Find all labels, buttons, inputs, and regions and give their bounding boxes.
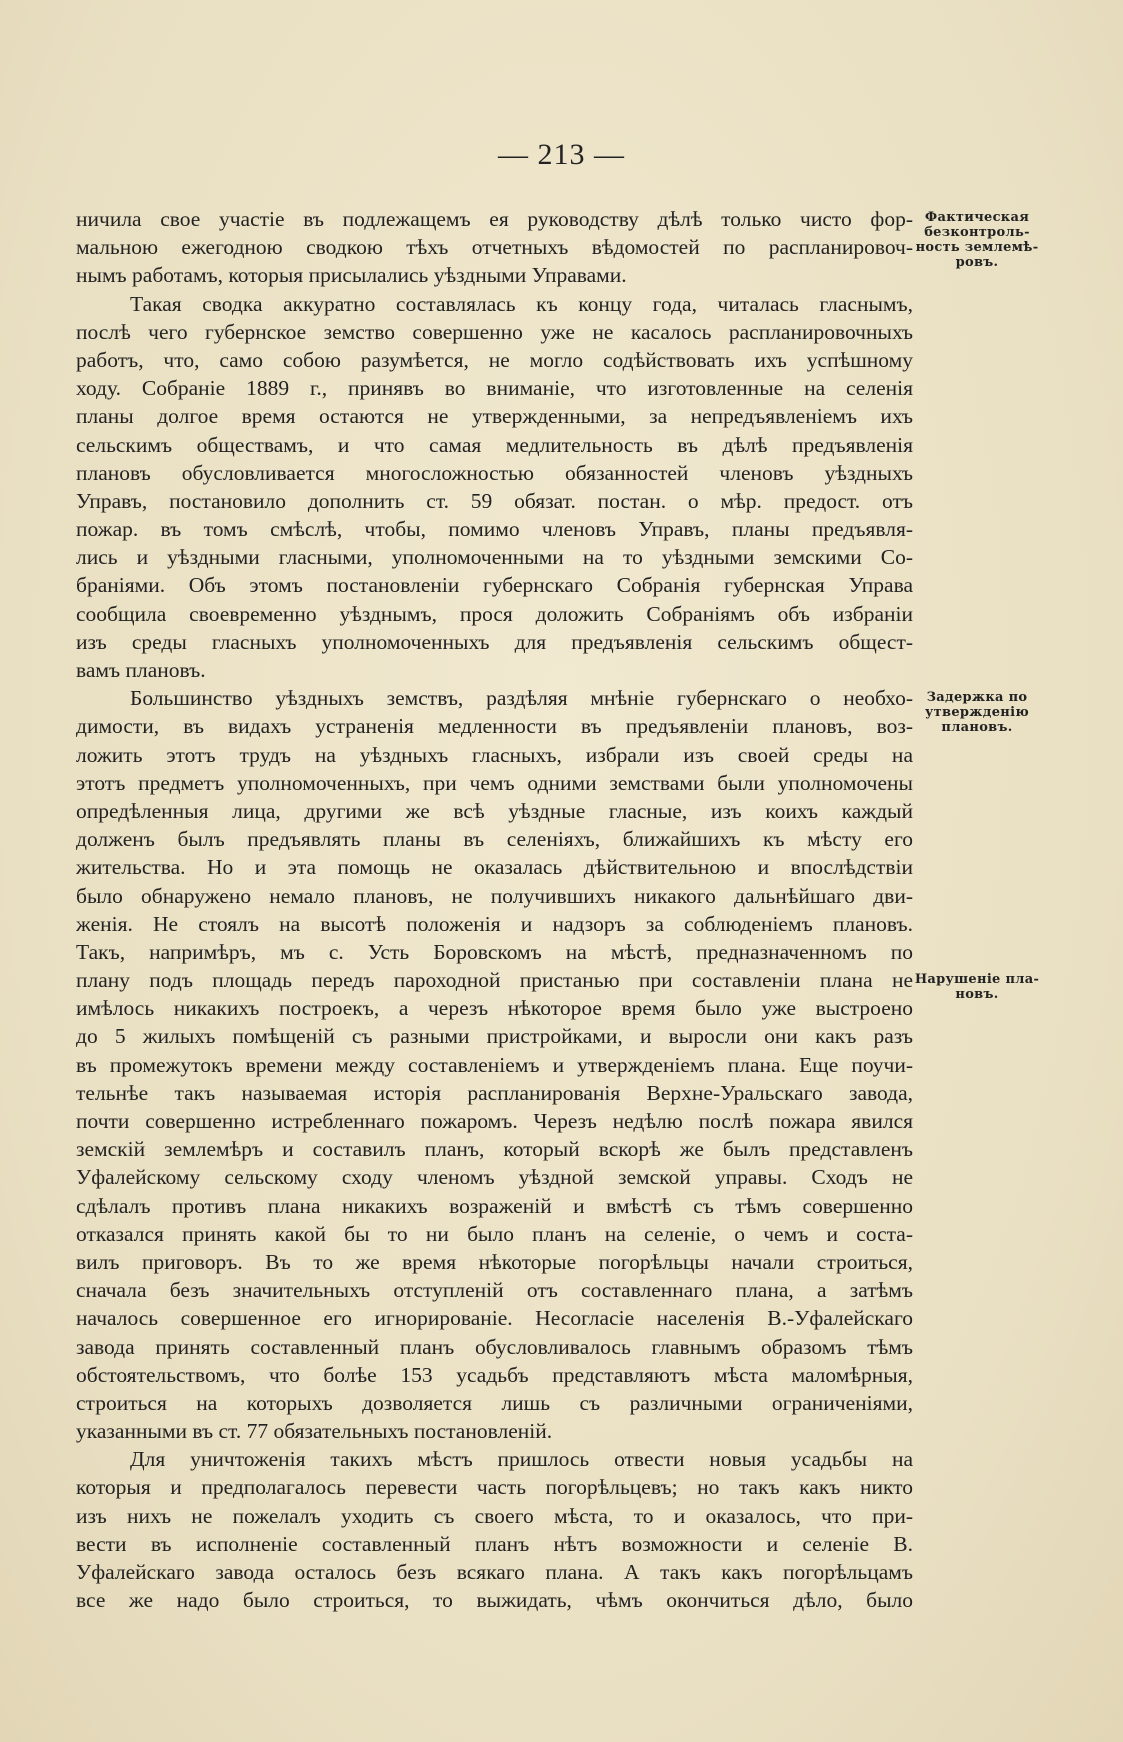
text-line: которыя и предполагалось перевести часть погорѣльцевъ; но такъ какъ никто xyxy=(76,1475,913,1500)
text-line: пожар. въ томъ смѣслѣ, чтобы, помимо членовъ Управъ, планы предъявля- xyxy=(76,517,913,542)
text-line: планы долгое время остаются не утвержденными, за непредъявленiемъ ихъ xyxy=(76,404,913,429)
text-line: Уфалейскому сельскому сходу членомъ уѣздной земской управы. Сходъ не xyxy=(76,1165,913,1190)
text-line: Уфалейскаго завода осталось безъ всякаго плана. А такъ какъ погорѣльцамъ xyxy=(76,1560,913,1584)
text-line: бранiями. Объ этомъ постановленiи губернскаго Собранiя губернская Управа xyxy=(76,573,913,598)
body-text xyxy=(76,205,913,1614)
text-line: жительства. Но и эта помощь не оказалась дѣйствительною и впослѣдствiи xyxy=(76,855,913,880)
text-line: ходу. Собранiе 1889 г., принявъ во вниманiе, что изготовленные на селенiя xyxy=(76,376,913,401)
text-line: ложить этотъ трудъ на уѣздныхъ гласныхъ, избрали изъ своей среды на xyxy=(76,742,913,767)
text-line: плановъ обусловливается многосложностью обязанностей членовъ уѣздныхъ xyxy=(76,460,913,485)
margin-note-line: безконтроль- xyxy=(924,225,1030,240)
text-line: отказался принять какой бы то ни было планъ на селенiе, о чемъ и соста- xyxy=(76,1221,913,1246)
text-line: сначала безъ значительныхъ отступленiй отъ составленнаго плана, а затѣмъ xyxy=(76,1278,913,1303)
margin-note-plan-violation xyxy=(912,972,1042,1002)
text-line: изъ среды гласныхъ уполномоченныхъ для предъявленiя сельскимъ общест- xyxy=(76,629,913,654)
text-line: женiя. Не стоялъ на высотѣ положенiя и надзоръ за соблюденiемъ плановъ. xyxy=(76,911,913,936)
text-line: было обнаружено немало плановъ, не получившихъ никакого дальнѣйшаго дви- xyxy=(76,883,913,908)
text-line: лись и уѣздными гласными, уполномоченными на то уѣздными земскими Со- xyxy=(76,545,913,570)
text-line: этотъ предметъ уполномоченныхъ, при чемъ одними земствами были уполномочены xyxy=(76,770,913,795)
margin-note-line: плановъ. xyxy=(941,720,1013,735)
text-line: завода принять составленный планъ обусловливалось главнымъ образомъ тѣмъ xyxy=(76,1334,913,1359)
text-line: все же надо было строиться, то выжидать, чѣмъ окончиться дѣло, было xyxy=(76,1588,913,1613)
margin-note-uncontrolled-surveyors xyxy=(912,210,1042,270)
text-line: строиться на которыхъ дозволяется лишь съ различными ограниченiями, xyxy=(76,1390,913,1415)
text-line: сообщила своевременно уѣзднымъ, прося доложить Собранiямъ объ избранiи xyxy=(76,601,913,626)
text-line: Управъ, постановило дополнить ст. 59 обязат. постан. о мѣр. предост. отъ xyxy=(76,488,913,513)
text-line: изъ нихъ не пожелалъ уходить съ своего мѣста, то и оказалось, что при- xyxy=(76,1503,913,1528)
text-line: сдѣлалъ противъ плана никакихъ возраженiй и вмѣстѣ съ тѣмъ совершенно xyxy=(76,1193,913,1218)
margin-note-line: ность землемѣ- xyxy=(915,240,1039,255)
margin-note-line: Фактическая xyxy=(924,210,1030,225)
margin-note-line: утвержденiю xyxy=(925,705,1029,720)
text-line: имѣлось никакихъ построекъ, а черезъ нѣкоторое время было уже выстроено xyxy=(76,996,913,1021)
text-line: ничила свое участiе въ подлежащемъ ея руководству дѣлѣ только чисто фор- xyxy=(76,207,913,231)
text-line: вамъ плановъ. xyxy=(76,658,206,682)
text-line: вести въ исполненiе составленный планъ нѣтъ возможности и селенiе В. xyxy=(76,1531,913,1556)
text-line: послѣ чего губернское земство совершенно уже не касалось распланировочныхъ xyxy=(76,319,913,344)
text-line: долженъ былъ предъявлять планы въ селенiяхъ, ближайшихъ къ мѣсту его xyxy=(76,827,913,852)
text-line: работъ, что, само собою разумѣется, не могло содѣйствовать ихъ успѣшному xyxy=(76,347,913,372)
text-line: Для уничтоженiя такихъ мѣстъ пришлось отвести новыя усадьбы на xyxy=(130,1447,913,1472)
text-line: вилъ приговоръ. Въ то же время нѣкоторые погорѣльцы начали строиться, xyxy=(76,1249,913,1274)
text-line: мальною ежегодною сводкою тѣхъ отчетныхъ вѣдомостей по распланировоч- xyxy=(76,235,913,260)
margin-note-line: ровъ. xyxy=(955,255,999,270)
text-line: сельскимъ обществамъ, и что самая медлительность въ дѣлѣ предъявленiя xyxy=(76,432,913,457)
text-line: началось совершенное его игнорированiе. Несогласiе населенiя В.-Уфалейскаго xyxy=(76,1306,913,1331)
margin-note-line: Нарушенiе пла- xyxy=(914,972,1040,987)
text-line: Такъ, напримѣръ, мъ с. Усть Боровскомъ на мѣстѣ, предназначенномъ по xyxy=(76,939,913,964)
text-line: указанными въ ст. 77 обязательныхъ постановленiй. xyxy=(76,1419,553,1444)
text-line: земскiй землемѣръ и составилъ планъ, который вскорѣ же былъ представленъ xyxy=(76,1137,913,1162)
text-line: нымъ работамъ, которыя присылались уѣздными Управами. xyxy=(76,263,627,288)
margin-note-line: Задержка по xyxy=(926,690,1028,705)
text-line: до 5 жилыхъ помѣщенiй съ разными пристройками, и выросли они какъ разъ xyxy=(76,1024,913,1049)
text-line: въ промежутокъ времени между составленiемъ и утвержденiемъ плана. Еще поучи- xyxy=(76,1052,913,1077)
text-line: плану подъ площадь передъ пароходной пристанью при составленiи плана не xyxy=(76,968,913,993)
text-line: обстоятельствомъ, что болѣе 153 усадьбъ представляютъ мѣста маломѣрныя, xyxy=(76,1362,913,1387)
page-number: — 213 — xyxy=(498,138,625,171)
text-line: тельнѣе такъ называемая исторiя распланированiя Верхне-Уральскаго завода, xyxy=(76,1080,913,1105)
text-line: Большинство уѣздныхъ земствъ, раздѣляя мнѣнiе губернскаго о необхо- xyxy=(130,686,913,711)
text-line: опредѣленныя лица, другими же всѣ уѣздные гласные, изъ коихъ каждый xyxy=(76,798,913,823)
text-line: почти совершенно истребленнаго пожаромъ. Черезъ недѣлю послѣ пожара явился xyxy=(76,1109,913,1133)
text-line: димости, въ видахъ устраненiя медленности въ предъявленiи плановъ, воз- xyxy=(76,714,913,739)
margin-note-line: новъ. xyxy=(955,987,999,1002)
margin-note-plan-approval-delay xyxy=(912,690,1042,735)
text-line: Такая сводка аккуратно составлялась къ концу года, читалась гласнымъ, xyxy=(130,291,913,316)
